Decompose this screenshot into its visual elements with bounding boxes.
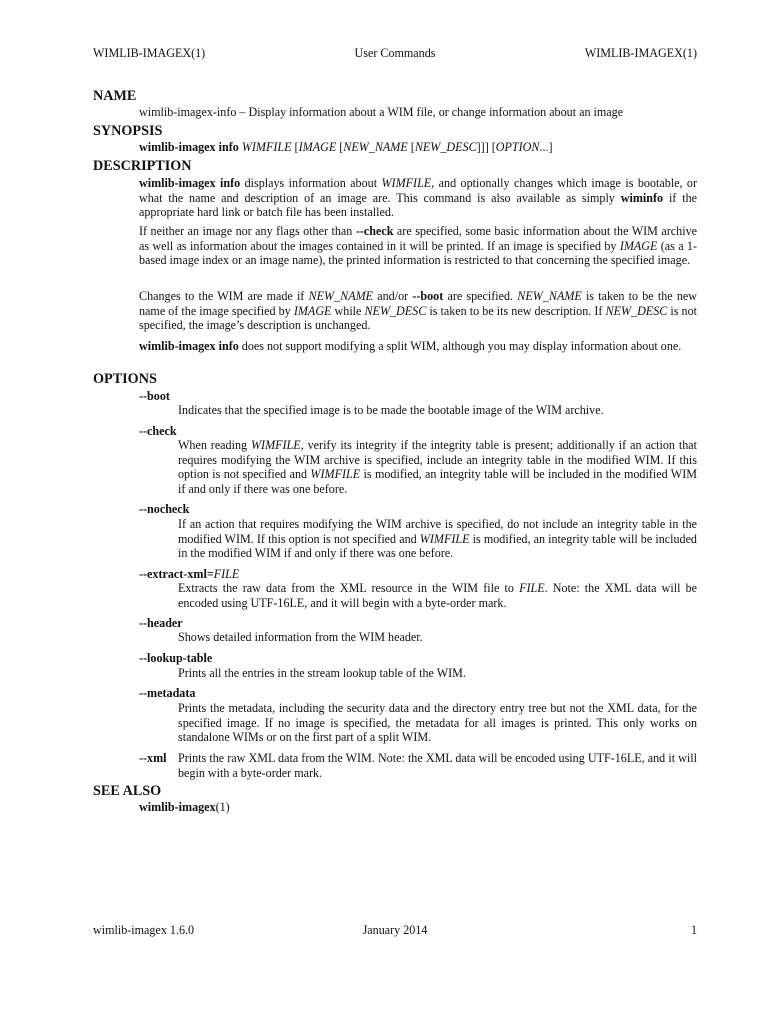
para-text: is modified, an integrity table will be included in the modified WIM if and only if there was one before. xyxy=(178,531,697,561)
option-lookup-table: --lookup-table xyxy=(139,651,213,665)
para-text: is taken to be the new name of the image specified by xyxy=(139,289,697,318)
option-nocheck-desc xyxy=(178,517,697,561)
options-heading: OPTIONS xyxy=(93,371,157,387)
option-metadata: --metadata xyxy=(139,686,196,700)
para-text: . Note: the XML data will be encoded using UTF-16LE, and it will begin with a byte-order mark. xyxy=(178,581,697,610)
synopsis-sep: ...] xyxy=(539,140,553,154)
footer-center: January 2014 xyxy=(362,923,428,937)
para-text: are specified. xyxy=(443,289,518,303)
arg-file: FILE xyxy=(519,581,545,595)
synopsis-new-name: NEW_NAME xyxy=(343,140,408,154)
synopsis-heading: SYNOPSIS xyxy=(93,123,163,139)
option-metadata-desc: Prints the metadata, including the security data and the directory entry tree but not the XML data, for the specified image. If no image is specified, the metadata for all images is printed. This only works on standalone WIMs or on the first part of a split WIM. xyxy=(178,701,697,745)
para-text: , verify its integrity if the integrity table is present; additionally if an action that requires modifying the WIM archive is specified, include an integrity table in the modified WIM. If this option is not specified and xyxy=(178,438,697,482)
see-also-ref xyxy=(139,800,697,815)
para-text: if the appropriate hard link or batch file has been installed. xyxy=(139,190,697,220)
synopsis-new-desc: NEW_DESC xyxy=(414,140,477,154)
synopsis-cmd: wimlib-imagex info xyxy=(139,140,239,154)
header-right: WIMLIB-IMAGEX(1) xyxy=(584,46,697,60)
arg-new-name: NEW_NAME xyxy=(517,289,582,303)
para-text: while xyxy=(331,303,365,318)
para-text: and/or xyxy=(373,289,413,303)
synopsis-line xyxy=(139,140,697,155)
option-nocheck: --nocheck xyxy=(139,502,190,516)
para-text: does not support modifying a split WIM, although you may display information about one. xyxy=(238,339,682,353)
option-xml-desc: Prints the raw XML data from the WIM. Note: the XML data will be encoded using UTF-16LE, and it will begin with a byte-order mark. xyxy=(178,751,697,780)
para-text: is taken to be its new description. If xyxy=(426,303,606,318)
page-footer xyxy=(93,923,697,939)
para-text: (as a 1-based image index or an image name), the printed information is restricted to that concerning the specified image. xyxy=(139,238,697,268)
description-para-1 xyxy=(139,176,697,220)
arg-wimfile: WIMFILE xyxy=(419,531,470,546)
para-text: is modified, an integrity table will be included in the modified WIM if and only if there was one before. xyxy=(178,467,697,496)
option-check: --check xyxy=(139,424,177,438)
cmd-name: wimlib-imagex info xyxy=(139,339,239,353)
footer-left: wimlib-imagex 1.6.0 xyxy=(93,923,195,937)
option-lookup-table-desc: Prints all the entries in the stream lookup table of the WIM. xyxy=(178,666,466,680)
option-boot: --boot xyxy=(139,389,170,403)
arg-image: IMAGE xyxy=(293,303,332,318)
arg-new-desc: NEW_DESC xyxy=(605,303,668,318)
header-left: WIMLIB-IMAGEX(1) xyxy=(93,46,206,60)
flag-extract-xml: --extract-xml= xyxy=(139,567,214,581)
cmd-wiminfo: wiminfo xyxy=(620,190,664,205)
synopsis-sep: [ xyxy=(407,140,415,154)
synopsis-wimfile: WIMFILE xyxy=(241,140,292,154)
synopsis-image: IMAGE xyxy=(298,140,337,154)
flag-check: --check xyxy=(355,224,394,238)
description-para-4 xyxy=(139,339,697,354)
description-heading: DESCRIPTION xyxy=(93,158,192,174)
description-para-3 xyxy=(139,289,697,333)
para-text: are specified, some basic information about the WIM archive as well as information about the images contained in it will be printed. If an image is specified by xyxy=(139,224,697,253)
para-text: Changes to the WIM are made if xyxy=(139,289,309,303)
synopsis-sep: ]]] [ xyxy=(476,140,496,154)
option-check-desc xyxy=(178,438,697,496)
option-extract-xml-desc xyxy=(178,581,697,610)
para-text: When reading xyxy=(178,438,251,452)
arg-file: FILE xyxy=(213,567,240,581)
para-text: If neither an image nor any flags other than xyxy=(139,224,356,238)
option-header-desc: Shows detailed information from the WIM header. xyxy=(178,630,423,644)
arg-image: IMAGE xyxy=(619,238,658,253)
option-xml: --xml xyxy=(139,751,167,765)
name-text: wimlib-imagex-info – Display information about a WIM file, or change information about an image xyxy=(139,105,624,119)
para-text: , and optionally changes which image is bootable, or what the name and description of an image are. This command is also available as simply xyxy=(139,176,697,205)
name-heading: NAME xyxy=(93,88,137,104)
arg-new-name: NEW_NAME xyxy=(308,289,374,303)
option-boot-desc: Indicates that the specified image is to be made the bootable image of the WIM archive. xyxy=(178,403,604,417)
arg-wimfile: WIMFILE xyxy=(250,438,301,452)
description-para-2 xyxy=(139,224,697,268)
see-also-heading: SEE ALSO xyxy=(93,783,162,799)
synopsis-sep: [ xyxy=(291,140,299,154)
see-also-section: (1) xyxy=(215,800,230,814)
footer-page-number: 1 xyxy=(690,923,697,937)
para-text: If an action that requires modifying the WIM archive is specified, do not include an integrity table in the modified WIM. If this option is not specified and xyxy=(178,517,697,546)
synopsis-sep: [ xyxy=(336,140,344,154)
synopsis-option: OPTION xyxy=(495,140,540,154)
option-extract-xml xyxy=(139,567,239,582)
flag-boot: --boot xyxy=(412,289,444,303)
cmd-name: wimlib-imagex info xyxy=(139,176,241,190)
arg-new-desc: NEW_DESC xyxy=(364,303,427,318)
para-text: displays information about xyxy=(240,176,382,190)
option-header: --header xyxy=(139,616,183,630)
see-also-link: wimlib-imagex xyxy=(139,800,216,814)
arg-wimfile: WIMFILE xyxy=(310,467,361,482)
para-text: Extracts the raw data from the XML resource in the WIM file to xyxy=(178,581,520,595)
para-text: is not specified, the image’s description is unchanged. xyxy=(139,303,697,333)
header-center: User Commands xyxy=(354,46,436,60)
arg-wimfile: WIMFILE xyxy=(381,176,432,190)
page-header xyxy=(93,46,697,62)
